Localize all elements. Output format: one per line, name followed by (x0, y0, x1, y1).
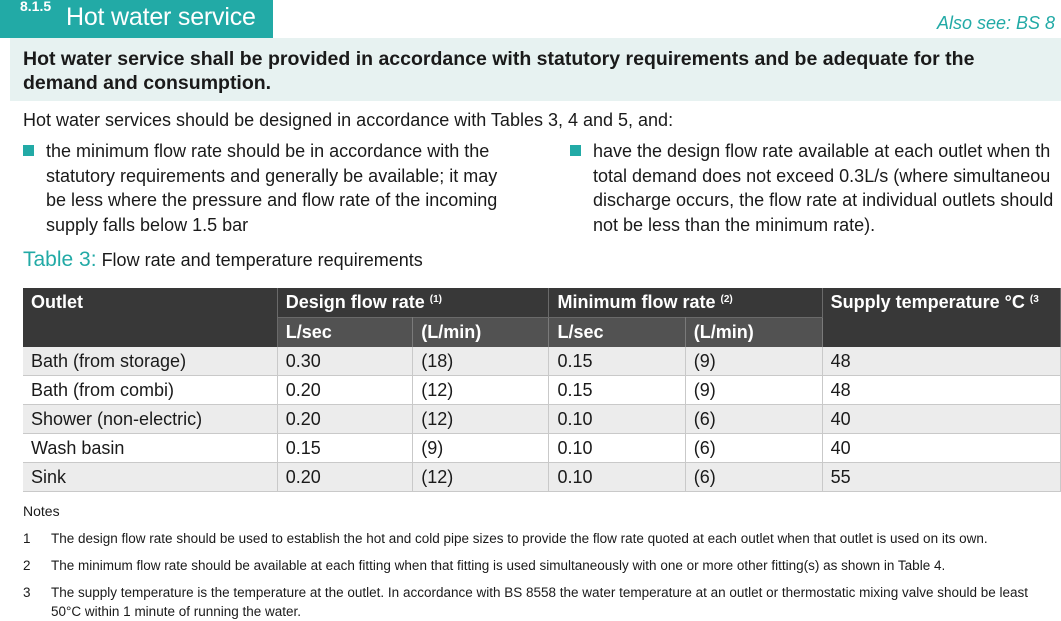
note-number: 3 (23, 585, 31, 600)
cell-design-lmin: (12) (413, 405, 549, 434)
note-number: 2 (23, 558, 31, 573)
subheader-minimum-lmin: (L/min) (685, 318, 822, 348)
note-number: 1 (23, 531, 31, 546)
cell-design-lmin: (9) (413, 434, 549, 463)
column-header-design-flow: Design flow rate $^{(1)}$ (277, 288, 549, 318)
also-see-reference[interactable]: Also see: BS 8 (937, 13, 1056, 33)
notes-heading: Notes (23, 503, 60, 519)
table-row (23, 463, 1061, 492)
cell-temp: 40 (822, 405, 1060, 434)
section-heading-tab (0, 0, 273, 38)
cell-design-lsec: 0.30 (277, 347, 413, 376)
cell-outlet: Shower (non-electric) (23, 405, 277, 434)
note-text: The minimum flow rate should be available at each fitting when that fitting is used simultaneously with one or more other fitting(s) as shown in Table 4. (51, 558, 946, 573)
section-title: Hot water service (66, 3, 256, 31)
column-header-supply-temperature: Supply temperature °C $^{(3}$ (822, 288, 1060, 347)
bullet-square-icon (23, 145, 34, 156)
cell-min-lmin: (6) (685, 405, 822, 434)
cell-temp: 48 (822, 376, 1060, 405)
requirement-banner (10, 38, 1061, 101)
table-caption (23, 248, 423, 272)
cell-design-lsec: 0.20 (277, 463, 413, 492)
cell-design-lmin: (12) (413, 376, 549, 405)
cell-min-lsec: 0.10 (549, 405, 685, 434)
subheader-minimum-lsec: L/sec (549, 318, 685, 348)
subheader-design-lsec: L/sec (277, 318, 413, 348)
cell-design-lmin: (12) (413, 463, 549, 492)
cell-min-lmin: (6) (685, 434, 822, 463)
bullet-text: the minimum flow rate should be in accordance with the statutory requirements and generally be available; it may be less where the pressure and flow rate of the incoming supply falls below 1.5 bar (46, 141, 498, 235)
table-row (23, 434, 1061, 463)
cell-outlet: Sink (23, 463, 277, 492)
section-number: 8.1.5 (20, 0, 52, 14)
cell-temp: 40 (822, 434, 1060, 463)
cell-design-lsec: 0.20 (277, 376, 413, 405)
bullet-item-design-flow (570, 139, 1061, 239)
table-row (23, 405, 1061, 434)
column-header-outlet: Outlet (23, 288, 277, 347)
cell-temp: 55 (822, 463, 1060, 492)
cell-min-lsec: 0.15 (549, 347, 685, 376)
cell-min-lmin: (9) (685, 376, 822, 405)
requirement-text: Hot water service shall be provided in accordance with statutory requirements and be adequate for the demand and consumption. (23, 48, 975, 94)
cell-outlet: Bath (from combi) (23, 376, 277, 405)
subheader-design-lmin: (L/min) (413, 318, 549, 348)
bullet-item-minimum-flow (23, 139, 543, 239)
cell-min-lmin: (9) (685, 347, 822, 376)
table-number: Table 3: (23, 248, 97, 271)
note-text: The supply temperature is the temperature at the outlet. In accordance with BS 8558 the water temperature at an outlet or thermostatic mixing valve should be least 50°C within 1 minute of running the water. (51, 585, 1029, 619)
cell-design-lsec: 0.20 (277, 405, 413, 434)
table-row (23, 376, 1061, 405)
cell-min-lsec: 0.10 (549, 434, 685, 463)
cell-min-lmin: (6) (685, 463, 822, 492)
cell-outlet: Bath (from storage) (23, 347, 277, 376)
cell-min-lsec: 0.15 (549, 376, 685, 405)
note-text: The design flow rate should be used to establish the hot and cold pipe sizes to provide the flow rate quoted at each outlet when that outlet is used on its own. (51, 531, 988, 546)
cell-design-lmin: (18) (413, 347, 549, 376)
column-header-minimum-flow: Minimum flow rate $^{(2)}$ (549, 288, 822, 318)
table-row (23, 347, 1061, 376)
table-title: Flow rate and temperature requirements (96, 250, 423, 270)
cell-outlet: Wash basin (23, 434, 277, 463)
flow-rate-table (23, 288, 1061, 492)
cell-design-lsec: 0.15 (277, 434, 413, 463)
bullet-square-icon (570, 145, 581, 156)
cell-min-lsec: 0.10 (549, 463, 685, 492)
cell-temp: 48 (822, 347, 1060, 376)
intro-text: Hot water services should be designed in accordance with Tables 3, 4 and 5, and: (23, 110, 674, 130)
bullet-text: have the design flow rate available at each outlet when th total demand does not exceed 0.3L/s (where simultaneou discharge occurs, the flow rate at individual outlets should not be less than the minimum rate). (593, 141, 1054, 235)
